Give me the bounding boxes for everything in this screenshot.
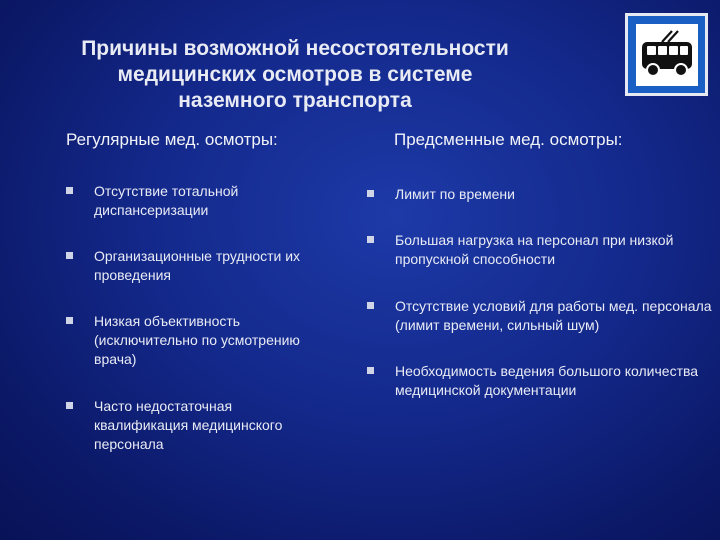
bullet-icon: [367, 236, 374, 243]
left-column-header: Регулярные мед. осмотры:: [66, 130, 278, 149]
bullet-icon: [367, 302, 374, 309]
list-item: Отсутствие условий для работы мед. персонала (лимит времени, сильный шум): [395, 297, 715, 335]
bullet-icon: [66, 317, 73, 324]
right-column-header: Предсменные мед. осмотры:: [394, 130, 623, 149]
title-line-3: наземного транспорта: [178, 89, 412, 112]
list-item: Часто недостаточная квалификация медицинского персонала: [94, 397, 324, 454]
list-item: Большая нагрузка на персонал при низкой пропускной способности: [395, 231, 715, 269]
trolleybus-sign: [625, 13, 708, 96]
list-item: Низкая объективность (исключительно по усмотрению врача): [94, 312, 339, 369]
bullet-icon: [66, 252, 73, 259]
list-item: Необходимость ведения большого количества медицинской документации: [395, 362, 705, 400]
title-line-1: Причины возможной несостоятельности: [81, 37, 509, 60]
trolleybus-stop-icon: [638, 28, 696, 82]
bullet-icon: [367, 190, 374, 197]
bullet-icon: [66, 187, 73, 194]
bullet-icon: [367, 367, 374, 374]
title-line-2: медицинских осмотров в системе: [117, 63, 473, 86]
list-item: Лимит по времени: [395, 185, 710, 204]
bullet-icon: [66, 402, 73, 409]
list-item: Организационные трудности их проведения: [94, 247, 344, 285]
slide-title: [40, 36, 550, 114]
list-item: Отсутствие тотальной диспансеризации: [94, 182, 314, 220]
